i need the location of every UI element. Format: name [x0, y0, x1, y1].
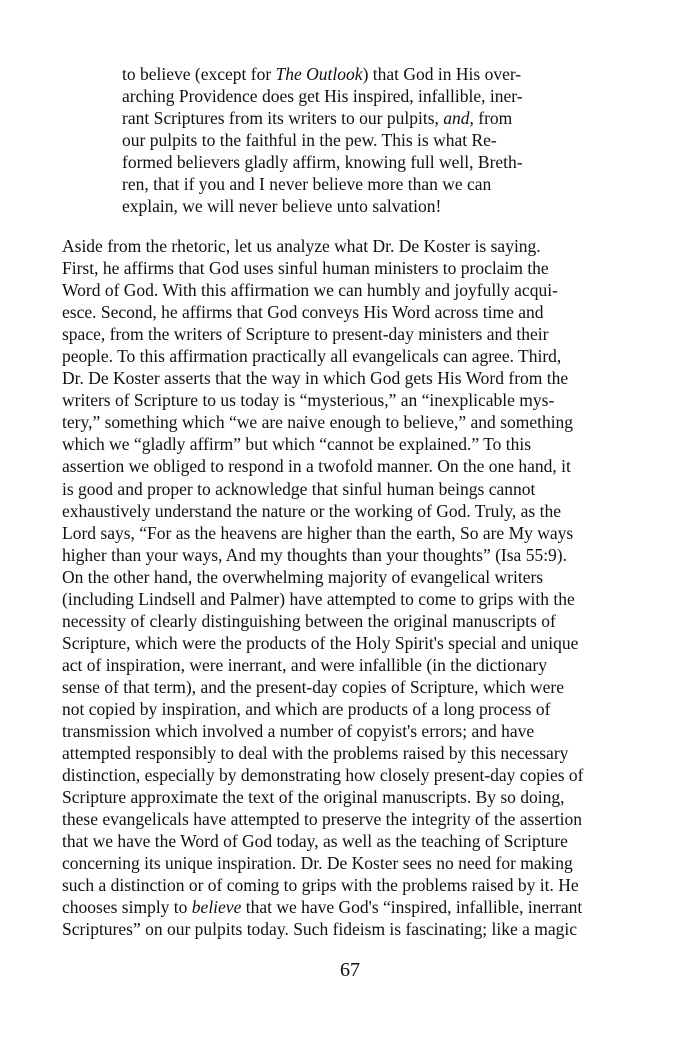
body-line: is good and proper to acknowledge that sinful human beings cannot	[62, 478, 536, 499]
body-line	[62, 896, 622, 918]
body-line: necessity of clearly distinguishing between the original manuscripts of	[62, 610, 556, 631]
body-line: First, he affirms that God uses sinful human ministers to proclaim the	[62, 258, 549, 279]
body-line: not copied by inspiration, and which are products of a long process of	[62, 698, 551, 719]
body-line: sense of that term), and the present-day copies of Scripture, which were	[62, 676, 564, 697]
body-line: Scripture, which were the products of the Holy Spirit's special and unique	[62, 632, 579, 653]
quote-line-1-post: ) that God in His over-	[362, 64, 522, 84]
quote-line: explain, we will never believe unto salvation!	[122, 196, 442, 217]
body-line: attempted responsibly to deal with the problems raised by this necessary	[62, 743, 569, 764]
body-line: people. To this affirmation practically all evangelicals can agree. Third,	[62, 346, 562, 367]
italic-believe: believe	[191, 897, 242, 918]
body-line: Aside from the rhetoric, let us analyze what Dr. De Koster is saying.	[62, 236, 541, 256]
quote-line: our pulpits to the faithful in the pew. This is what Re-	[122, 130, 497, 151]
body-line: higher than your ways, And my thoughts than your thoughts” (Isa 55:9).	[62, 544, 568, 565]
body-line-post: that we have God's “inspired, infallible, inerrant	[241, 897, 583, 918]
body-line: Dr. De Koster asserts that the way in which God gets His Word from the	[62, 368, 569, 389]
italic-and: and	[443, 108, 470, 129]
body-line: assertion we obliged to respond in a twofold manner. On the one hand, it	[62, 456, 571, 477]
body-line: these evangelicals have attempted to preserve the integrity of the assertion	[62, 809, 582, 830]
body-line: which we “gladly affirm” but which “cannot be explained.” To this	[62, 434, 532, 455]
body-line: Lord says, “For as the heavens are higher than the earth, So are My ways	[62, 522, 574, 543]
quote-line: formed believers gladly affirm, knowing full well, Breth-	[122, 152, 523, 173]
body-line: concerning its unique inspiration. Dr. De Koster sees no need for making	[62, 853, 573, 874]
body-line: exhaustively understand the nature or the working of God. Truly, as the	[62, 500, 561, 521]
body-line: On the other hand, the overwhelming majority of evangelical writers	[62, 566, 544, 587]
body-line: space, from the writers of Scripture to present-day ministers and their	[62, 324, 549, 345]
body-line: tery,” something which “we are naive enough to believe,” and something	[62, 412, 574, 433]
body-line: act of inspiration, were inerrant, and were infallible (in the dictionary	[62, 654, 547, 675]
body-line: esce. Second, he affirms that God conveys His Word across time and	[62, 302, 544, 323]
body-line: such a distinction or of coming to grips with the problems raised by it. He	[62, 875, 579, 896]
italic-title-the-outlook: The Outlook	[275, 64, 363, 84]
body-line: Word of God. With this affirmation we can humbly and joyfully acqui-	[62, 280, 558, 301]
quote-line-1-pre: to believe (except for	[122, 64, 276, 84]
body-line-pre: chooses simply to	[62, 897, 192, 918]
page-number: 67	[340, 959, 360, 981]
body-line: (including Lindsell and Palmer) have attempted to come to grips with the	[62, 588, 575, 609]
quote-line-3-post: , from	[469, 108, 513, 129]
body-line: writers of Scripture to us today is “mysterious,” an “inexplicable mys-	[62, 390, 555, 411]
quote-line	[122, 107, 522, 129]
body-line: distinction, especially by demonstrating how closely present-day copies of	[62, 765, 584, 786]
quote-line-3-pre: rant Scriptures from its writers to our pulpits,	[122, 108, 444, 129]
quote-line	[122, 63, 522, 85]
body-paragraph	[62, 235, 622, 941]
quote-line: ren, that if you and I never believe more than we can	[122, 174, 492, 195]
body-line: that we have the Word of God today, as well as the teaching of Scripture	[62, 831, 568, 852]
quote-line: arching Providence does get His inspired, infallible, iner-	[122, 86, 523, 107]
body-line: transmission which involved a number of copyist's errors; and have	[62, 721, 535, 742]
body-line: Scriptures” on our pulpits today. Such fideism is fascinating; like a magic	[62, 919, 578, 940]
block-quote	[122, 63, 522, 217]
body-line: Scripture approximate the text of the original manuscripts. By so doing,	[62, 787, 565, 808]
